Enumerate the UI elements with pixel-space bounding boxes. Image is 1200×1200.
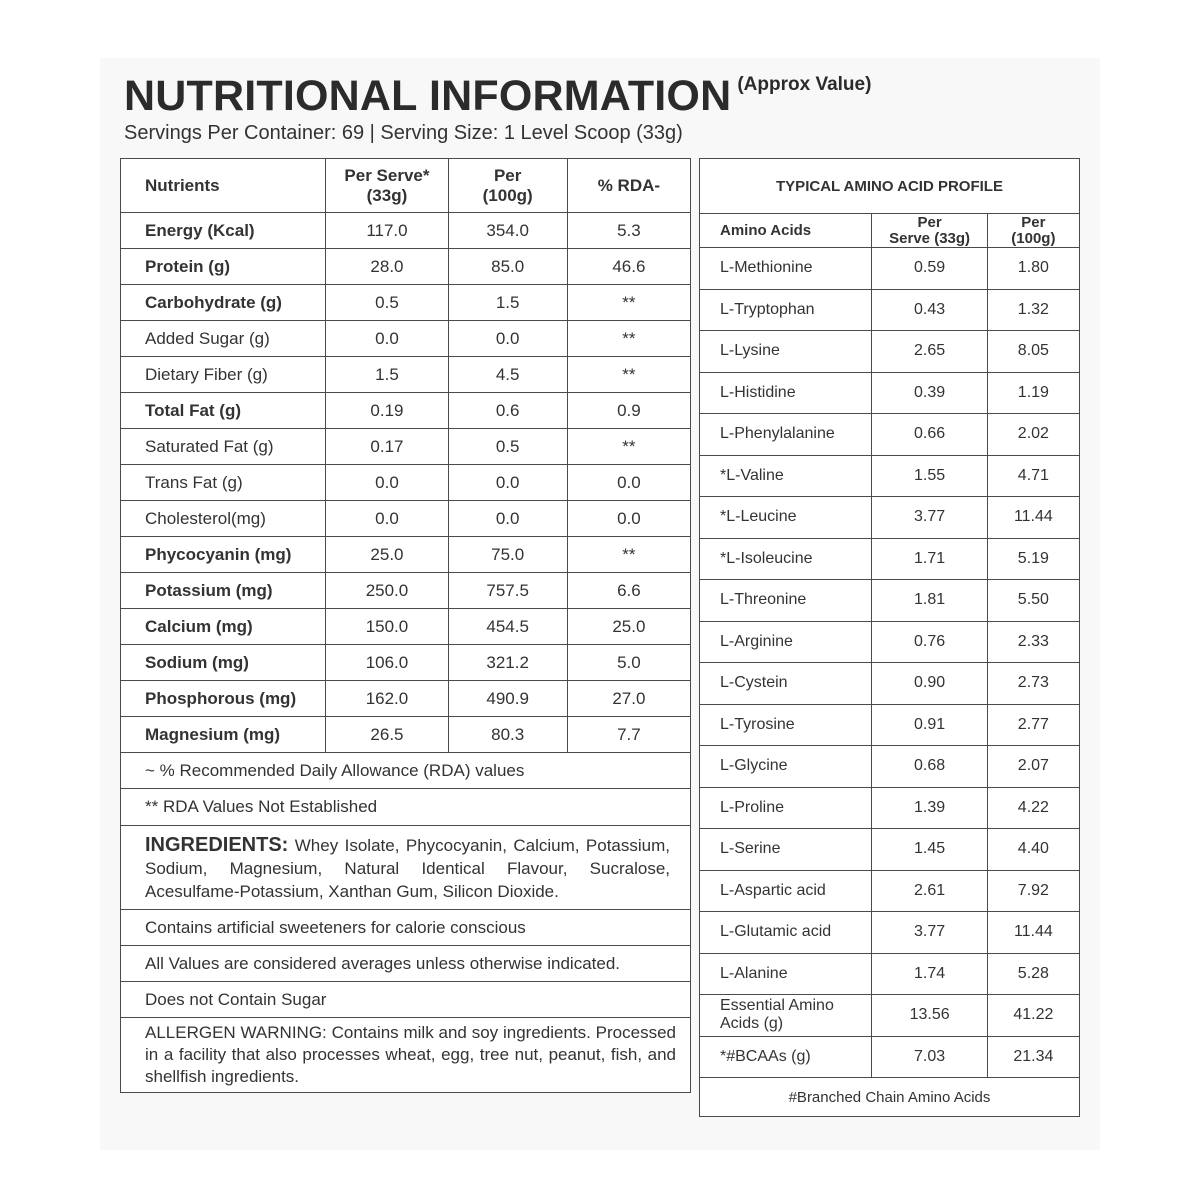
approx-value-label: (Approx Value) [737,74,872,95]
ingredients-cell [121,826,691,910]
amino-acid-name: L-Aspartic acid [700,870,872,912]
amino-table-title: TYPICAL AMINO ACID PROFILE [700,159,1080,214]
amino-per-100g-value: 11.44 [987,912,1079,954]
header-nutrients: Nutrients [121,159,326,213]
amino-per-100g-value: 1.19 [987,372,1079,414]
table-row [700,829,1080,871]
rda-value: ** [567,357,690,393]
header-per-serve-line1: Per Serve* [344,165,430,185]
amino-per-100g-value: 2.02 [987,414,1079,456]
title-row [124,72,871,121]
nutrient-name: Saturated Fat (g) [121,429,326,465]
amino-per-serve-value: 13.56 [872,995,987,1037]
per-100g-value: 321.2 [448,645,567,681]
servings-info: Servings Per Container: 69 | Serving Size: 1 Level Scoop (33g) [124,122,683,144]
amino-per-100g-value: 41.22 [987,995,1079,1037]
per-serve-value: 0.0 [326,501,448,537]
per-100g-value: 757.5 [448,573,567,609]
table-row [700,455,1080,497]
amino-acid-name: L-Threonine [700,580,872,622]
table-row [700,621,1080,663]
amino-acid-name: L-Cystein [700,663,872,705]
per-100g-value: 1.5 [448,285,567,321]
nutrition-table [120,158,691,1093]
table-row [700,663,1080,705]
table-row [700,787,1080,829]
per-serve-value: 0.5 [326,285,448,321]
table-row [121,249,691,285]
rda-value: 6.6 [567,573,690,609]
nutrition-header-row [121,159,691,213]
table-row [700,580,1080,622]
table-row [121,429,691,465]
table-row [121,717,691,753]
amino-per-serve-value: 0.66 [872,414,987,456]
per-serve-value: 250.0 [326,573,448,609]
amino-per-serve-value: 1.81 [872,580,987,622]
per-100g-value: 4.5 [448,357,567,393]
rda-value: 0.0 [567,465,690,501]
per-100g-value: 0.0 [448,501,567,537]
rda-value: ** [567,321,690,357]
per-serve-value: 162.0 [326,681,448,717]
nutrient-name: Cholesterol(mg) [121,501,326,537]
amino-acid-name: L-Histidine [700,372,872,414]
amino-acid-name: L-Serine [700,829,872,871]
nutrient-name: Potassium (mg) [121,573,326,609]
amino-acid-name: L-Glycine [700,746,872,788]
no-sugar-note: Does not Contain Sugar [121,982,691,1018]
amino-per-100g-value: 7.92 [987,870,1079,912]
header-per-100g-line1: Per [493,165,522,185]
amino-acid-name: L-Phenylalanine [700,414,872,456]
amino-header-name: Amino Acids [700,214,872,248]
nutrient-name: Phycocyanin (mg) [121,537,326,573]
amino-per-100g-value: 2.33 [987,621,1079,663]
table-row [121,501,691,537]
amino-per-serve-value: 1.45 [872,829,987,871]
per-100g-value: 85.0 [448,249,567,285]
ingredients-label: INGREDIENTS: [145,834,289,856]
amino-acid-name: *L-Valine [700,455,872,497]
amino-header-per-serve [872,214,987,248]
amino-acid-name: L-Tryptophan [700,289,872,331]
table-row [700,538,1080,580]
header-rda: % RDA- [567,159,690,213]
table-row [700,746,1080,788]
per-100g-value: 75.0 [448,537,567,573]
rda-value: ** [567,429,690,465]
allergen-warning: ALLERGEN WARNING: Contains milk and soy ingredients. Processed in a facility that also processes wheat, egg, tree nut, peanut, fish, and shellfish ingredients. [121,1018,691,1093]
nutrient-name: Protein (g) [121,249,326,285]
per-serve-value: 26.5 [326,717,448,753]
table-row [121,465,691,501]
amino-per-serve-value: 0.91 [872,704,987,746]
amino-acid-name: *L-Leucine [700,497,872,539]
amino-per-serve-value: 2.61 [872,870,987,912]
amino-header-per-serve-line1: Per [917,213,942,231]
table-row [700,497,1080,539]
rda-not-established-note: ** RDA Values Not Established [121,789,691,826]
amino-per-serve-value: 0.76 [872,621,987,663]
per-serve-value: 0.19 [326,393,448,429]
amino-per-100g-value: 11.44 [987,497,1079,539]
per-serve-value: 28.0 [326,249,448,285]
amino-per-serve-value: 7.03 [872,1036,987,1078]
amino-per-100g-value: 5.28 [987,953,1079,995]
per-100g-value: 0.6 [448,393,567,429]
amino-per-100g-value: 5.19 [987,538,1079,580]
nutrient-name: Added Sugar (g) [121,321,326,357]
amino-per-serve-value: 0.39 [872,372,987,414]
rda-value: 7.7 [567,717,690,753]
table-row [700,912,1080,954]
per-100g-value: 0.0 [448,321,567,357]
nutrient-name: Phosphorous (mg) [121,681,326,717]
per-100g-value: 0.5 [448,429,567,465]
amino-header-per-100g-line2: (100g) [1011,229,1056,247]
amino-header-per-serve-line2: Serve (33g) [889,229,971,247]
rda-value: 0.9 [567,393,690,429]
nutrient-name: Sodium (mg) [121,645,326,681]
per-serve-value: 0.17 [326,429,448,465]
rda-value: 5.0 [567,645,690,681]
per-serve-value: 0.0 [326,321,448,357]
amino-per-serve-value: 0.68 [872,746,987,788]
nutrient-name: Total Fat (g) [121,393,326,429]
amino-per-serve-value: 3.77 [872,912,987,954]
amino-acid-name: *L-Isoleucine [700,538,872,580]
table-row [121,645,691,681]
amino-per-serve-value: 1.39 [872,787,987,829]
table-row [121,681,691,717]
amino-header-per-100g-line1: Per [1021,213,1046,231]
amino-per-100g-value: 21.34 [987,1036,1079,1078]
table-row [700,372,1080,414]
per-100g-value: 80.3 [448,717,567,753]
per-serve-value: 0.0 [326,465,448,501]
table-row [121,357,691,393]
table-row [700,953,1080,995]
amino-header-per-100g [987,214,1079,248]
per-100g-value: 0.0 [448,465,567,501]
header-per-100g [448,159,567,213]
table-row [700,414,1080,456]
table-row [700,995,1080,1037]
amino-per-serve-value: 2.65 [872,331,987,373]
table-row [700,704,1080,746]
amino-per-100g-value: 2.73 [987,663,1079,705]
rda-value: 46.6 [567,249,690,285]
nutrient-name: Trans Fat (g) [121,465,326,501]
nutrient-name: Energy (Kcal) [121,213,326,249]
table-row [700,248,1080,290]
table-row [121,537,691,573]
table-row [121,285,691,321]
per-100g-value: 454.5 [448,609,567,645]
amino-acid-name: L-Proline [700,787,872,829]
amino-acid-name: L-Lysine [700,331,872,373]
per-serve-value: 106.0 [326,645,448,681]
amino-per-serve-value: 1.55 [872,455,987,497]
per-100g-value: 354.0 [448,213,567,249]
amino-per-serve-value: 1.71 [872,538,987,580]
rda-value: 5.3 [567,213,690,249]
amino-per-100g-value: 4.22 [987,787,1079,829]
amino-header-row [700,214,1080,248]
table-row [121,213,691,249]
rda-value: 0.0 [567,501,690,537]
header-per-serve-line2: (33g) [366,185,408,205]
rda-value: 25.0 [567,609,690,645]
amino-per-100g-value: 2.77 [987,704,1079,746]
amino-acid-table [699,158,1080,1117]
table-row [121,393,691,429]
table-row [700,1036,1080,1078]
amino-per-100g-value: 8.05 [987,331,1079,373]
amino-per-100g-value: 1.80 [987,248,1079,290]
page-title: NUTRITIONAL INFORMATION [124,72,732,120]
amino-per-serve-value: 0.90 [872,663,987,705]
rda-value: ** [567,537,690,573]
averages-note: All Values are considered averages unless otherwise indicated. [121,946,691,982]
nutrient-name: Carbohydrate (g) [121,285,326,321]
amino-per-serve-value: 0.43 [872,289,987,331]
sweeteners-note: Contains artificial sweeteners for calorie conscious [121,910,691,946]
per-serve-value: 150.0 [326,609,448,645]
amino-acid-name: L-Alanine [700,953,872,995]
amino-footnote: #Branched Chain Amino Acids [700,1078,1080,1117]
amino-acid-name: Essential Amino Acids (g) [700,995,872,1037]
nutrient-name: Calcium (mg) [121,609,326,645]
amino-per-100g-value: 4.40 [987,829,1079,871]
amino-acid-name: L-Methionine [700,248,872,290]
table-row [700,331,1080,373]
per-serve-value: 1.5 [326,357,448,393]
amino-acid-name: L-Arginine [700,621,872,663]
amino-per-100g-value: 1.32 [987,289,1079,331]
amino-per-serve-value: 3.77 [872,497,987,539]
amino-acid-name: L-Tyrosine [700,704,872,746]
per-100g-value: 490.9 [448,681,567,717]
table-row [121,321,691,357]
table-row [121,609,691,645]
per-serve-value: 25.0 [326,537,448,573]
amino-acid-name: *#BCAAs (g) [700,1036,872,1078]
header-per-serve [326,159,448,213]
nutrient-name: Magnesium (mg) [121,717,326,753]
rda-note: ~ % Recommended Daily Allowance (RDA) values [121,753,691,789]
table-row [700,870,1080,912]
per-serve-value: 117.0 [326,213,448,249]
table-row [121,573,691,609]
amino-per-serve-value: 1.74 [872,953,987,995]
nutrient-name: Dietary Fiber (g) [121,357,326,393]
amino-per-serve-value: 0.59 [872,248,987,290]
amino-per-100g-value: 4.71 [987,455,1079,497]
ingredients-text: Whey Isolate, Phycocyanin, Calcium, Potassium, Sodium, Magnesium, Natural Identical Flavour, Sucralose, Acesulfame-Potassium, Xanthan Gum, Silicon Dioxide. [145,836,670,901]
amino-per-100g-value: 5.50 [987,580,1079,622]
table-row [700,289,1080,331]
amino-acid-name: L-Glutamic acid [700,912,872,954]
rda-value: 27.0 [567,681,690,717]
amino-per-100g-value: 2.07 [987,746,1079,788]
header-per-100g-line2: (100g) [482,185,533,205]
rda-value: ** [567,285,690,321]
